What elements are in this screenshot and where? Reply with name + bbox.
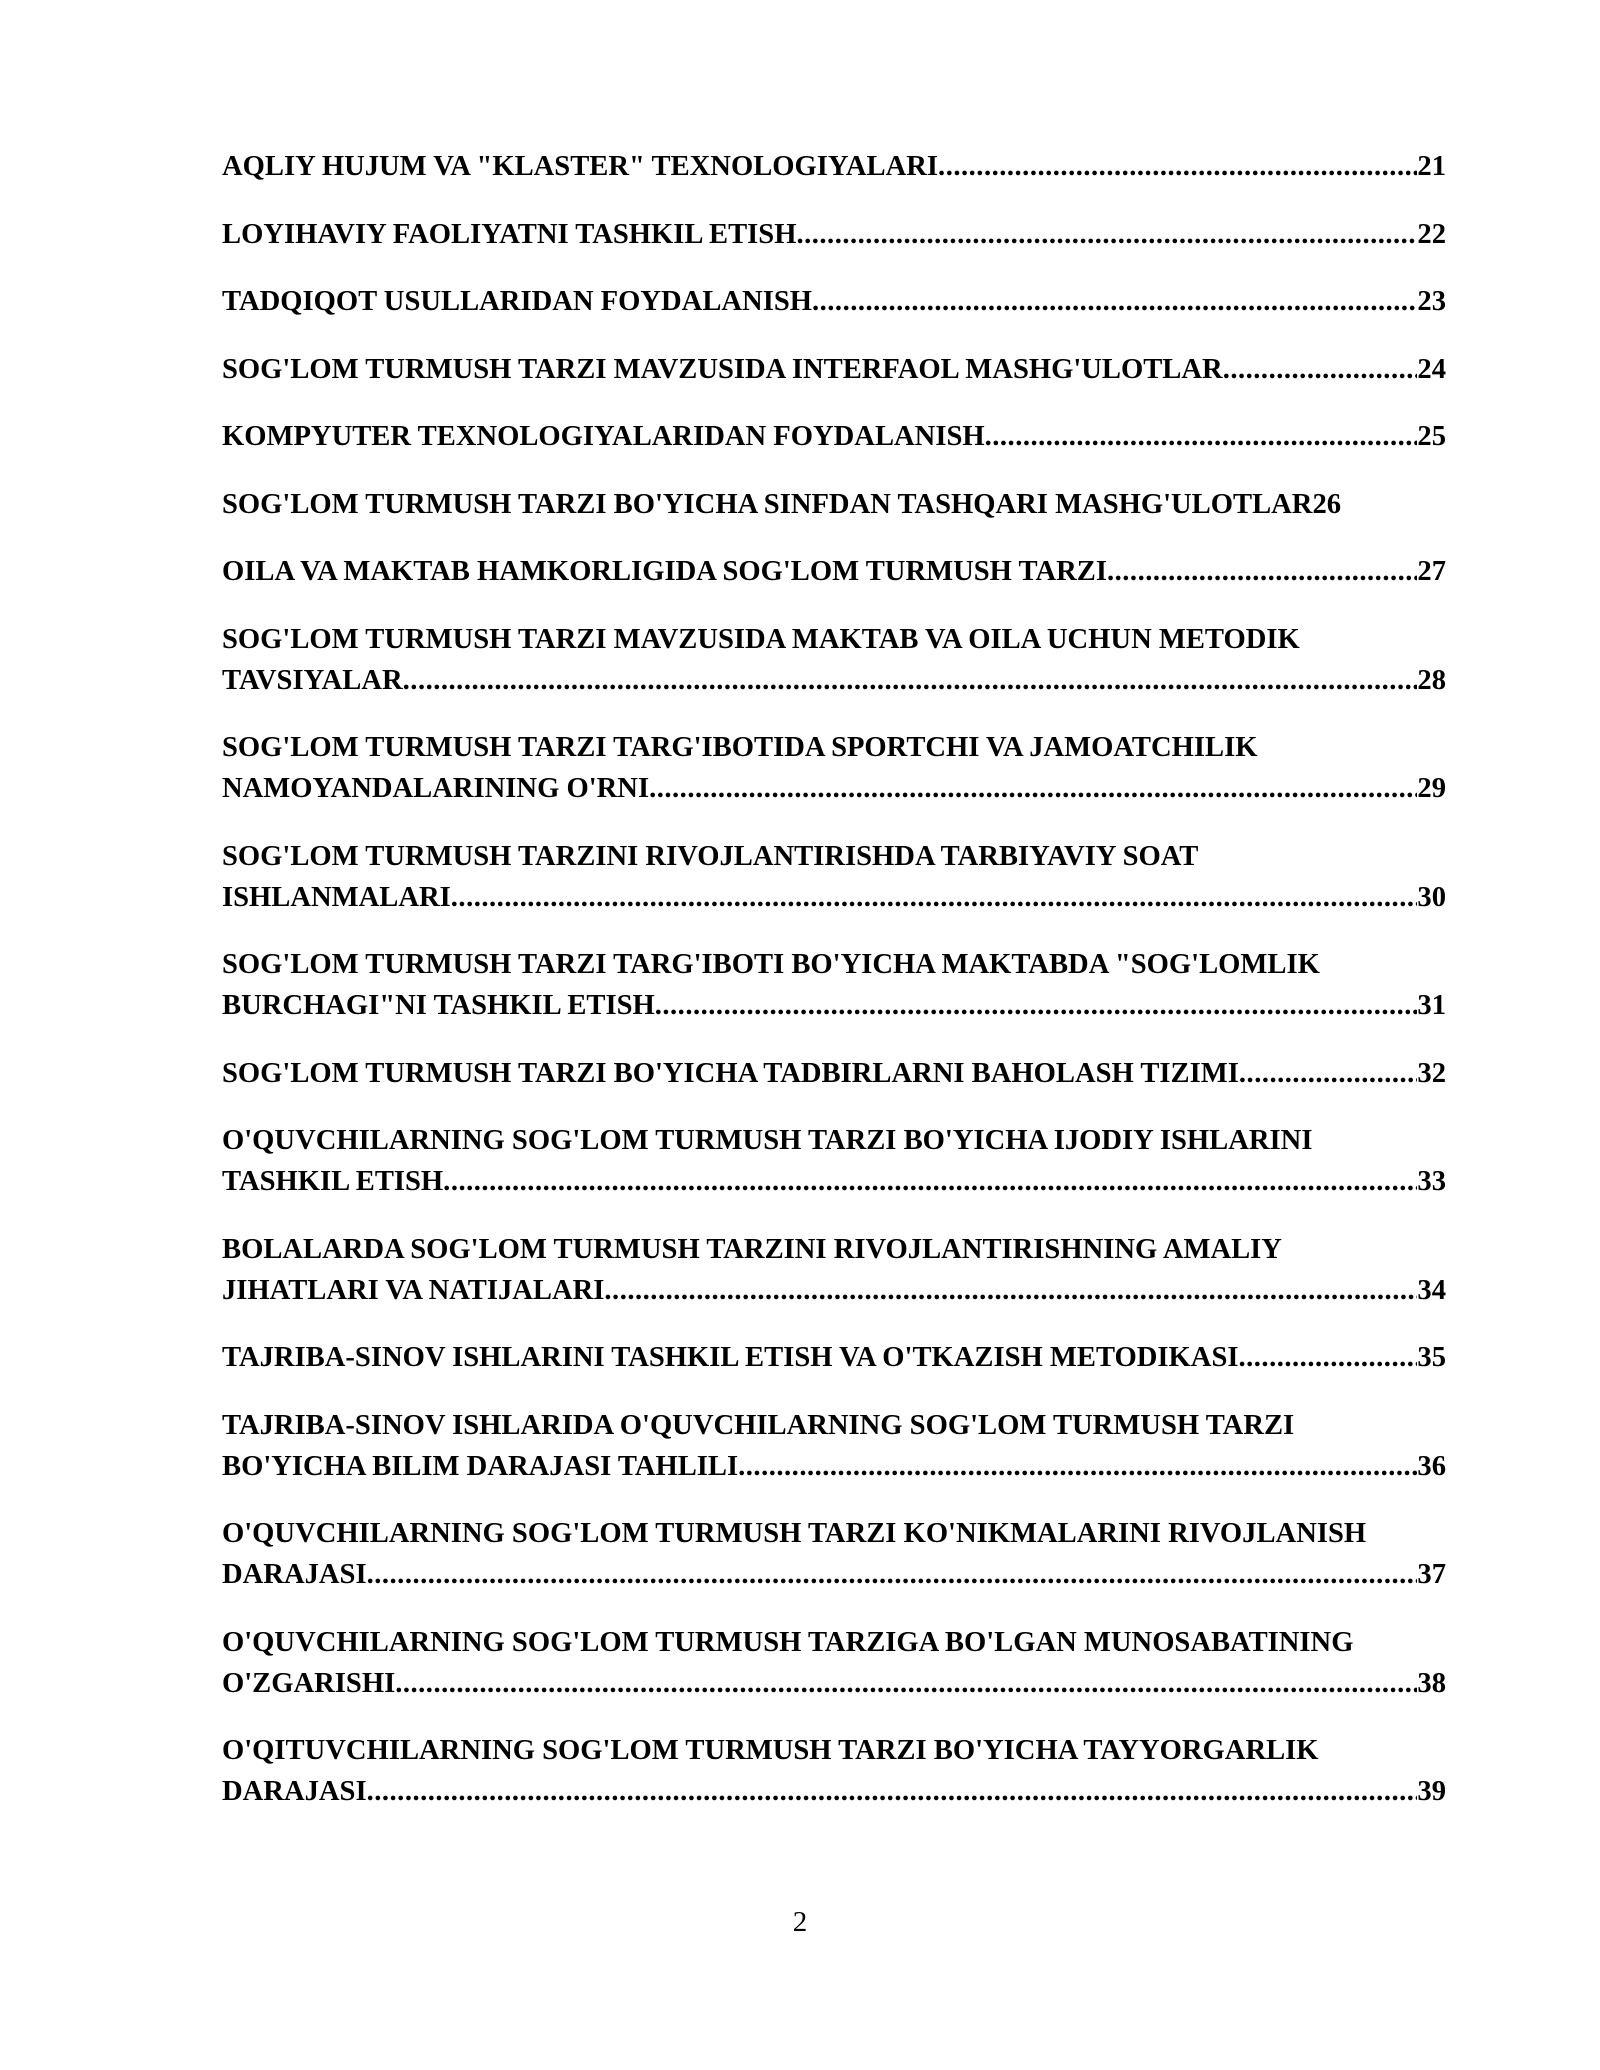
toc-entry-line — [222, 551, 1446, 592]
toc-entry-line — [222, 768, 1446, 809]
toc-page-number: 25 — [1417, 421, 1446, 452]
toc-entry-title: LOYIHAVIY FAOLIYATNI TASHKIL ETISH — [222, 218, 797, 250]
toc-entry-line — [222, 214, 1446, 255]
dot-leader — [443, 1161, 1417, 1202]
toc-page-number: 29 — [1417, 773, 1446, 804]
toc-entry-title: BO'YICHA BILIM DARAJASI TAHLILI — [222, 1450, 739, 1482]
toc-entry-line — [222, 281, 1446, 322]
toc-entry-line — [222, 985, 1446, 1026]
toc-entry-title: TAJRIBA-SINOV ISHLARIDA O'QUVCHILARNING SOG'LOM TURMUSH TARZI — [222, 1409, 1295, 1441]
toc-page-number: 24 — [1417, 353, 1446, 385]
dot-leader — [649, 768, 1417, 809]
table-of-contents — [222, 146, 1484, 1839]
toc-entry — [222, 836, 1484, 918]
toc-entry — [222, 1229, 1484, 1311]
toc-entry-title: JIHATLARI VA NATIJALARI — [222, 1274, 605, 1306]
dot-leader — [367, 1771, 1418, 1812]
toc-entry-title: TAJRIBA-SINOV ISHLARINI TASHKIL ETISH VA O'TKAZISH METODIKASI — [222, 1342, 1239, 1373]
toc-entry-title: OILA VA MAKTAB HAMKORLIGIDA SOG'LOM TURMUSH TARZI — [222, 556, 1107, 587]
toc-entry-title: O'QUVCHILARNING SOG'LOM TURMUSH TARZIGA BO'LGAN MUNOSABATINING — [222, 1626, 1354, 1658]
toc-entry — [222, 416, 1484, 457]
dot-leader — [1223, 349, 1418, 390]
toc-entry — [222, 551, 1484, 592]
toc-entry-line — [222, 1554, 1446, 1595]
toc-entry-line — [222, 1771, 1446, 1812]
dot-leader — [738, 1446, 1417, 1487]
toc-entry — [222, 146, 1484, 187]
toc-page-number: 32 — [1417, 1057, 1446, 1089]
toc-page-number: 35 — [1417, 1342, 1446, 1373]
toc-entry — [222, 349, 1484, 390]
toc-entry-title: ISHLANMALARI — [222, 881, 451, 913]
toc-entry-title: SOG'LOM TURMUSH TARZINI RIVOJLANTIRISHDA TARBIYAVIY SOAT — [222, 840, 1199, 872]
toc-entry-line — [222, 1513, 1446, 1554]
toc-entry-title: O'QITUVCHILARNING SOG'LOM TURMUSH TARZI BO'YICHA TAYYORGARLIK — [222, 1735, 1319, 1766]
toc-entry-line — [222, 1663, 1446, 1704]
toc-entry — [222, 484, 1484, 525]
dot-leader — [985, 416, 1418, 457]
toc-entry-title: O'QUVCHILARNING SOG'LOM TURMUSH TARZI KO'NIKMALARINI RIVOJLANISH — [222, 1518, 1367, 1549]
toc-entry-title: KOMPYUTER TEXNOLOGIYALARIDAN FOYDALANISH — [222, 421, 985, 452]
toc-entry-line — [222, 727, 1446, 768]
toc-entry — [222, 944, 1484, 1026]
toc-entry-title: NAMOYANDALARINING O'RNI — [222, 773, 650, 804]
dot-leader — [367, 1554, 1418, 1595]
toc-entry-title: BOLALARDA SOG'LOM TURMUSH TARZINI RIVOJLANTIRISHNING AMALIY — [222, 1233, 1282, 1265]
toc-page-number: 22 — [1417, 218, 1446, 250]
toc-entry-title: SOG'LOM TURMUSH TARZI TARG'IBOTI BO'YICHA MAKTABDA "SOG'LOMLIK — [222, 949, 1320, 980]
toc-entry — [222, 619, 1484, 701]
toc-entry-line — [222, 416, 1446, 457]
toc-page-number: 30 — [1417, 881, 1446, 913]
toc-entry-title: SOG'LOM TURMUSH TARZI TARG'IBOTIDA SPORTCHI VA JAMOATCHILIK — [222, 732, 1258, 763]
toc-entry-title: SOG'LOM TURMUSH TARZI MAVZUSIDA INTERFAOL MASHG'ULOTLAR — [222, 353, 1223, 385]
dot-leader — [655, 985, 1418, 1026]
toc-entry — [222, 1120, 1484, 1202]
toc-entry-line — [222, 1229, 1446, 1270]
toc-entry-line — [222, 619, 1446, 660]
toc-page-number: 38 — [1417, 1667, 1446, 1699]
dot-leader — [403, 660, 1418, 701]
toc-entry — [222, 1053, 1484, 1094]
toc-entry — [222, 1405, 1484, 1487]
dot-leader — [796, 214, 1417, 255]
toc-page-number: 34 — [1417, 1274, 1446, 1306]
toc-entry-line — [222, 1161, 1446, 1202]
toc-entry — [222, 1337, 1484, 1378]
dot-leader — [395, 1663, 1417, 1704]
toc-page-number: 37 — [1417, 1559, 1446, 1590]
dot-leader — [938, 146, 1417, 187]
toc-entry — [222, 1513, 1484, 1595]
toc-page-number: 26 — [1312, 488, 1342, 520]
toc-entry-line — [222, 1337, 1446, 1378]
toc-page-number: 39 — [1417, 1776, 1446, 1807]
toc-entry-title: DARAJASI — [222, 1776, 367, 1807]
toc-page-number: 28 — [1417, 664, 1446, 696]
toc-entry-title: TASHKIL ETISH — [222, 1166, 444, 1197]
toc-entry — [222, 281, 1484, 322]
toc-entry-line — [222, 944, 1446, 985]
dot-leader — [451, 877, 1418, 918]
toc-entry — [222, 1730, 1484, 1812]
toc-entry-line — [222, 836, 1446, 877]
toc-entry-line — [222, 484, 1446, 525]
toc-entry-line — [222, 1622, 1446, 1663]
toc-entry-line — [222, 877, 1446, 918]
toc-page-number: 36 — [1417, 1450, 1446, 1482]
toc-entry — [222, 727, 1484, 809]
toc-page-number: 33 — [1417, 1166, 1446, 1197]
toc-entry-line — [222, 1405, 1446, 1446]
toc-entry — [222, 1622, 1484, 1704]
toc-entry-title: TADQIQOT USULLARIDAN FOYDALANISH — [222, 286, 812, 317]
toc-entry — [222, 214, 1484, 255]
toc-entry-line — [222, 349, 1446, 390]
toc-entry-title: BURCHAGI"NI TASHKIL ETISH — [222, 990, 655, 1021]
toc-entry-line — [222, 1446, 1446, 1487]
toc-entry-line — [222, 1730, 1446, 1771]
page-number: 2 — [792, 1906, 808, 1938]
toc-page-number: 21 — [1417, 151, 1446, 182]
toc-entry-title: SOG'LOM TURMUSH TARZI MAVZUSIDA MAKTAB VA OILA UCHUN METODIK — [222, 623, 1300, 655]
dot-leader — [1239, 1053, 1418, 1094]
toc-entry-line — [222, 146, 1446, 187]
toc-entry-title: TAVSIYALAR — [222, 664, 403, 696]
toc-entry-title: SOG'LOM TURMUSH TARZI BO'YICHA SINFDAN TASHQARI MASHG'ULOTLAR — [222, 488, 1313, 520]
toc-entry-line — [222, 1120, 1446, 1161]
toc-entry-title: O'ZGARISHI — [222, 1667, 396, 1699]
dot-leader — [812, 281, 1417, 322]
dot-leader — [1238, 1337, 1417, 1378]
toc-page-number: 23 — [1417, 286, 1446, 317]
toc-entry-title: DARAJASI — [222, 1559, 367, 1590]
toc-entry-title: O'QUVCHILARNING SOG'LOM TURMUSH TARZI BO'YICHA IJODIY ISHLARINI — [222, 1125, 1313, 1156]
toc-entry-line — [222, 660, 1446, 701]
toc-entry-line — [222, 1270, 1446, 1311]
toc-entry-title: SOG'LOM TURMUSH TARZI BO'YICHA TADBIRLARNI BAHOLASH TIZIMI — [222, 1057, 1239, 1089]
toc-entry-line — [222, 1053, 1446, 1094]
toc-page-number: 31 — [1417, 990, 1446, 1021]
dot-leader — [604, 1270, 1417, 1311]
dot-leader — [1107, 551, 1417, 592]
toc-entry-title: AQLIY HUJUM VA "KLASTER" TEXNOLOGIYALARI — [222, 151, 939, 182]
toc-page-number: 27 — [1417, 556, 1446, 587]
